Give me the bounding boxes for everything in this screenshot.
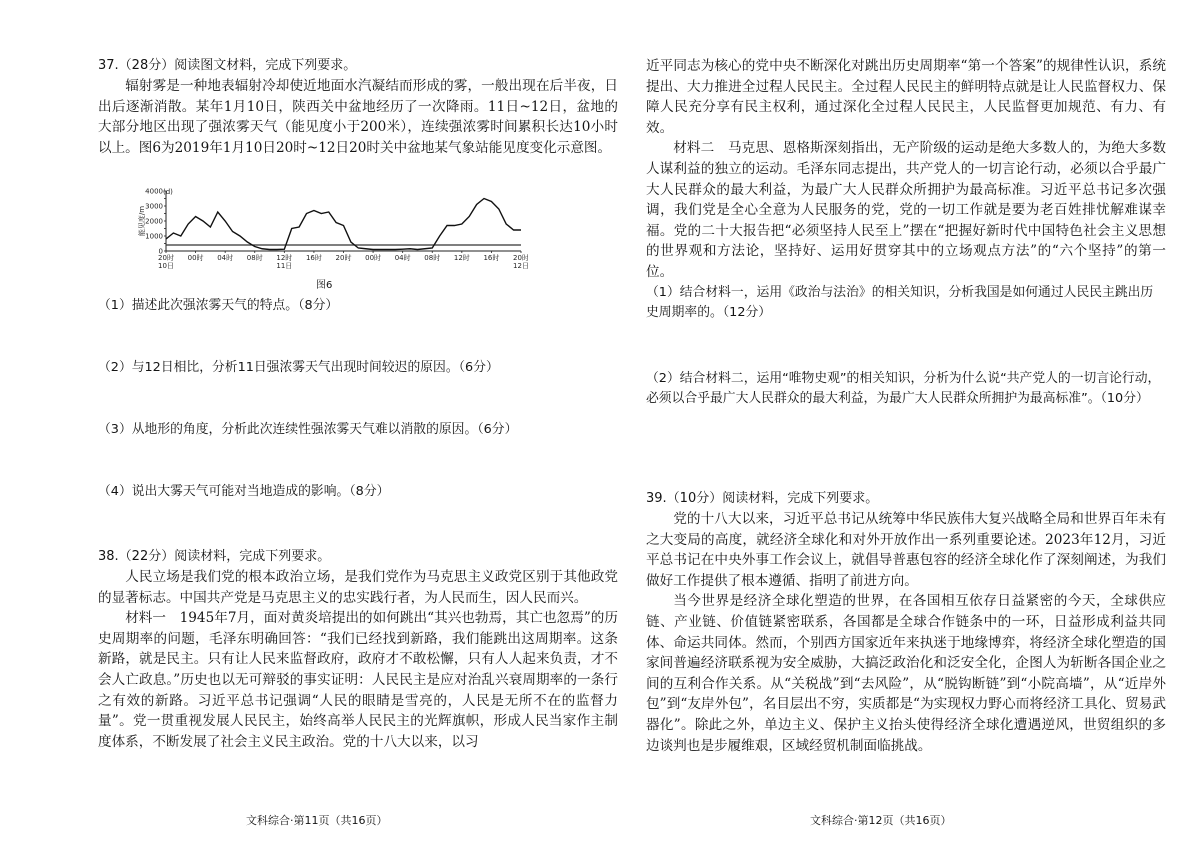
x-day-label: 10日 <box>158 262 174 270</box>
q38-material-1-continued: 近平同志为核心的党中央不断深化对跳出历史周期率“第一个答案”的规律性认识，系统提出、大力推进全过程人民民主。全过程人民民主的鲜明特点就是让人民监督权力、保障人民充分享有民主权利，通过深化全过程人民民主，人民监督更加规范、有力、有效。 <box>646 58 1166 136</box>
x-day-label: 12日 <box>513 262 528 270</box>
q37-sub-1: （1）描述此次强浓雾天气的特点。（8分） <box>98 298 339 313</box>
q37-heading: 37.（28分）阅读图文材料，完成下列要求。 <box>98 58 357 73</box>
right-column <box>646 56 1166 323</box>
x-tick-label: 00时 <box>365 254 382 262</box>
y-tick-label: 1000 <box>145 232 163 241</box>
footer-page-11: 文科综合·第11页（共16页） <box>246 814 388 827</box>
q39-block <box>646 489 1166 756</box>
x-tick-label: 12时 <box>276 254 293 262</box>
x-tick-label: 20时 <box>158 254 174 262</box>
y-tick-label: 3000 <box>145 202 163 211</box>
q39-paragraph-2: 当今世界是经济全球化塑造的世界，在各国相互依存日益紧密的今天，全球供应链、产业链、价值链紧密联系，各国都是全球合作链条中的一环，日益形成利益共同体、命运共同体。然而，个别西方国家近年来执迷于地缘博弈，将经济全球化塑造的国家间普遍经济联系视为安全威胁，大搞泛政治化和泛安全化，企图人为斩断各国企业之间的互利合作关系。从“关税战”到“去风险”，从“脱钩断链”到“小院高墙”，从“近岸外包”到“友岸外包”，名目层出不穷，实质都是“为实现权力野心而将经济工具化、贸易武器化”。除此之外，单边主义、保护主义抬头使得经济全球化遭遇逆风，世贸组织的多边谈判也是步履维艰，区域经贸机制面临挑战。 <box>646 593 1166 754</box>
x-tick-label: 12时 <box>453 254 470 262</box>
x-tick-label: 16时 <box>483 254 500 262</box>
y-unit-label: (d) <box>163 188 173 196</box>
visibility-series-line <box>166 199 521 250</box>
x-tick-label: 04时 <box>217 254 234 262</box>
q38-material-2: 材料二 马克思、恩格斯深刻指出，无产阶级的运动是绝大多数人的，为绝大多数人谋利益的独立的运动。毛泽东同志提出，共产党人的一切言论行动，必须以合乎最广大人民群众的最大利益，为最广大人民群众所拥护为最高标准。习近平总书记多次强调，我们党是全心全意为人民服务的党，党的一切工作就是要为老百姓排忧解难谋幸福。党的二十大报告把“必须坚持人民至上”摆在“把握好新时代中国特色社会主义思想的世界观和方法论，坚持好、运用好贯穿其中的立场观点方法”的“六个坚持”的第一位。 <box>646 140 1166 280</box>
q38-sub-1: （1）结合材料一，运用《政治与法治》的相关知识，分析我国是如何通过人民民主跳出历史周期率的。（12分） <box>646 284 1154 320</box>
footer-page-12: 文科综合·第12页（共16页） <box>810 814 952 827</box>
q38-block <box>98 547 618 752</box>
x-day-label: 11日 <box>276 262 293 270</box>
y-tick-label: 0 <box>158 247 163 256</box>
q37-sub-2: （2）与12日相比，分析11日强浓雾天气出现时间较迟的原因。（6分） <box>98 360 499 375</box>
x-tick-label: 08时 <box>424 254 441 262</box>
q38-material-1: 材料一 1945年7月，面对黄炎培提出的如何跳出“其兴也勃焉，其亡也忽焉”的历史周期率的问题，毛泽东明确回答：“我们已经找到新路，我们能跳出这周期率。这条新路，就是民主。只有让人民来监督政府，政府才不敢松懈，只有人人起来负责，才不会人亡政息。”历史也以无可辩驳的事实证明：人民民主是应对治乱兴衰周期率的一条行之有效的新路。习近平总书记强调“人民的眼睛是雪亮的，人民是无所不在的监督力量”。党一贯重视发展人民民主，始终高举人民民主的光辉旗帜，形成人民当家作主制度体系，不断发展了社会主义民主政治。党的十八大以来，以习 <box>98 610 618 750</box>
y-axis-label: 能见度/m <box>138 205 146 237</box>
x-tick-label: 20时 <box>335 254 352 262</box>
q38-heading: 38.（22分）阅读材料，完成下列要求。 <box>98 549 331 564</box>
x-tick-label: 16时 <box>305 254 322 262</box>
visibility-chart-svg <box>138 187 528 281</box>
x-tick-label: 04时 <box>394 254 411 262</box>
y-tick-label: 2000 <box>145 217 163 226</box>
figure-caption: 图6 <box>316 280 333 291</box>
q38-intro: 人民立场是我们党的根本政治立场，是我们党作为马克思主义政党区别于其他政党的显著标志。中国共产党是马克思主义的忠实践行者，为人民而生，因人民而兴。 <box>98 569 618 606</box>
left-column <box>98 56 618 158</box>
q38-sub-2: （2）结合材料二，运用“唯物史观”的相关知识，分析为什么说“共产党人的一切言论行动，必须以合乎最广大人民群众的最大利益，为最广大人民群众所拥护为最高标准”。（10分） <box>646 371 1161 406</box>
x-tick-label: 08时 <box>246 254 263 262</box>
visibility-chart <box>138 187 528 281</box>
q37-sub-3: （3）从地形的角度，分析此次连续性强浓雾天气难以消散的原因。（6分） <box>98 422 518 437</box>
x-tick-label: 00时 <box>187 254 204 262</box>
q37-sub-4: （4）说出大雾天气可能对当地造成的影响。（8分） <box>98 484 390 499</box>
q37-intro: 辐射雾是一种地表辐射冷却使近地面水汽凝结而形成的雾，一般出现在后半夜，日出后逐渐消散。某年1月10日，陕西关中盆地经历了一次降雨。11日~12日，盆地的大部分地区出现了强浓雾天气（能见度小于200米），连续强浓雾时间累积长达10小时以上。图6为2019年1月10日20时~12日20时关中盆地某气象站能见度变化示意图。 <box>98 78 618 156</box>
y-tick-label: 4000 <box>145 187 163 196</box>
x-tick-label: 20时 <box>513 254 528 262</box>
q39-heading: 39.（10分）阅读材料，完成下列要求。 <box>646 491 879 506</box>
q39-paragraph-1: 党的十八大以来，习近平总书记从统筹中华民族伟大复兴战略全局和世界百年未有之大变局的高度，就经济全球化和对外开放作出一系列重要论述。2023年12月，习近平总书记在中央外事工作会议上，就倡导普惠包容的经济全球化作了深刻阐述，为我们做好工作提供了根本遵循、指明了前进方向。 <box>646 511 1166 589</box>
